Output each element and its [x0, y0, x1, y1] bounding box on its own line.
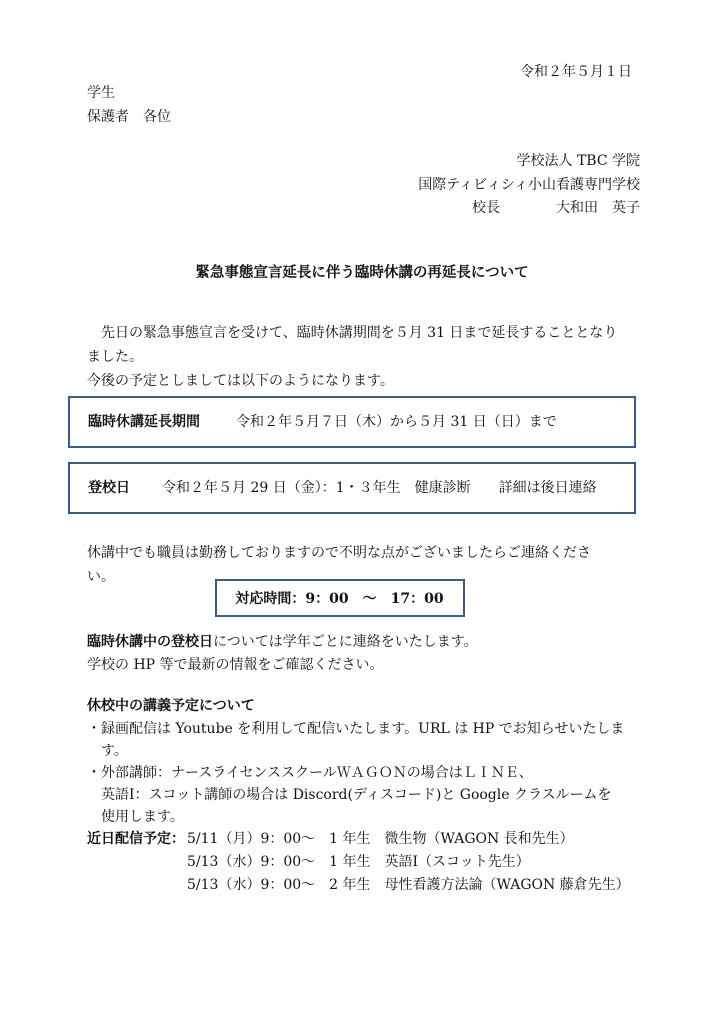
- lectures-bullet-1-line-1: ・録画配信は Youtube を利用して配信いたします。URL は HP でお知らせいたしま: [87, 721, 625, 737]
- intro-line-1: 先日の緊急事態宣言を受けて、臨時休講期間を５月 31 日まで延長することとなり: [101, 325, 618, 341]
- schedule-item: 5/13（水）9：00～ 1 年生 英語Ⅰ（スコット先生）: [187, 854, 530, 870]
- document-date: 令和２年５月１日: [520, 64, 632, 80]
- intro-line-2: ました。: [87, 349, 143, 365]
- schedule-label: 近日配信予定：: [87, 831, 185, 847]
- school-day-notice-line-1: [87, 632, 478, 652]
- schedule-item: 5/11（月）9：00～ 1 年生 微生物（WAGON 長和先生）: [187, 831, 574, 847]
- lectures-bullet-2-line-1: ・外部講師：ナースライセンススクールＷＡＧＯＮの場合はＬＩＮＥ、: [87, 765, 533, 781]
- office-hours-text: 対応時間：9：00 ～ 17：00: [235, 591, 444, 607]
- sender-principal: 校長 大和田 英子: [472, 200, 640, 216]
- sender-organization: 学校法人 TBC 学院: [516, 153, 640, 169]
- school-day-notice-emphasis: 臨時休講中の登校日: [87, 634, 213, 650]
- closure-period-value: 令和２年５月７日（木）から５月 31 日（日）まで: [236, 414, 557, 430]
- school-day-notice-rest: については学年ごとに連絡をいたします。: [213, 634, 478, 650]
- office-hours-box: [215, 579, 465, 617]
- sender-school: 国際ティビィシィ小山看護専門学校: [418, 177, 640, 193]
- school-day-notice-line-2: 学校の HP 等で最新の情報をご確認ください。: [87, 657, 384, 673]
- contact-line-2: い。: [87, 569, 115, 585]
- lectures-bullet-2-line-3: 使用します。: [101, 809, 184, 825]
- intro-line-3: 今後の予定としましては以下のようになります。: [87, 373, 394, 389]
- lectures-heading: 休校中の講義予定について: [87, 698, 255, 714]
- school-day-box: [68, 462, 636, 514]
- contact-line-1: 休講中でも職員は勤務しておりますので不明な点がございましたらご連絡くださ: [87, 545, 591, 561]
- school-day-value: 令和２年５月 29 日（金）：1・３年生 健康診断 詳細は後日連絡: [162, 480, 597, 496]
- closure-period-label: 臨時休講延長期間: [88, 414, 200, 430]
- document-title: 緊急事態宣言延長に伴う臨時休講の再延長について: [195, 264, 529, 281]
- recipient-guardians: 保護者 各位: [87, 109, 171, 125]
- closure-period-box: [68, 396, 636, 448]
- schedule-item: 5/13（水）9：00～ 2 年生 母性看護方法論（WAGON 藤倉先生）: [187, 877, 630, 893]
- lectures-bullet-1-line-2: す。: [101, 743, 128, 759]
- recipient-students: 学生: [87, 85, 115, 101]
- lectures-bullet-2-line-2: 英語Ⅰ：スコット講師の場合は Discord(ディスコード)と Google クラスルームを: [101, 787, 612, 803]
- school-day-label: 登校日: [88, 480, 130, 496]
